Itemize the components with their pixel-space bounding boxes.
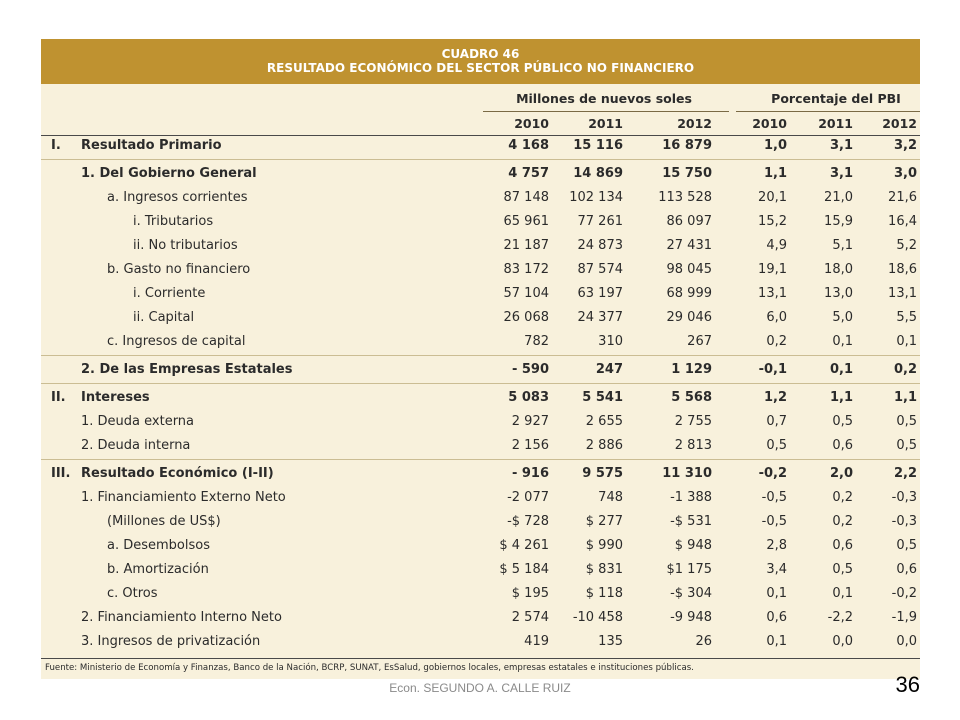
row-value: 2 156 xyxy=(511,438,549,453)
row-value: 102 134 xyxy=(569,190,623,205)
table-row xyxy=(41,535,920,557)
row-value: 3,4 xyxy=(766,562,787,577)
row-value: 782 xyxy=(524,334,549,349)
row-value: 1,1 xyxy=(763,166,787,181)
row-value: 5,2 xyxy=(896,238,917,253)
row-value: 0,6 xyxy=(832,438,853,453)
row-value: 15,2 xyxy=(758,214,787,229)
row-value: $ 118 xyxy=(585,586,623,601)
row-value: 2,0 xyxy=(829,466,853,481)
row-value: 0,5 xyxy=(896,438,917,453)
section-separator xyxy=(41,159,920,160)
row-value: 0,0 xyxy=(896,634,917,649)
row-value: 5 083 xyxy=(508,390,549,405)
row-value: 1,1 xyxy=(893,390,917,405)
row-value: 26 068 xyxy=(503,310,549,325)
row-label: i. Tributarios xyxy=(133,214,214,229)
row-value: -$ 304 xyxy=(670,586,712,601)
row-value: 1,1 xyxy=(829,390,853,405)
table-title: RESULTADO ECONÓMICO DEL SECTOR PÚBLICO NO FINANCIERO xyxy=(266,61,695,75)
row-value: 0,1 xyxy=(832,586,853,601)
row-value: 2 755 xyxy=(674,414,712,429)
row-value: 83 172 xyxy=(503,262,549,277)
row-value: 5 541 xyxy=(582,390,623,405)
table-panel xyxy=(41,39,920,679)
row-value: 13,1 xyxy=(758,286,787,301)
table-row xyxy=(41,387,920,409)
row-label: 2. De las Empresas Estatales xyxy=(81,362,293,377)
row-label: (Millones de US$) xyxy=(107,514,221,529)
row-value: 5,0 xyxy=(832,310,853,325)
table-row xyxy=(41,307,920,329)
row-value: -1 388 xyxy=(670,490,712,505)
row-value: -1,9 xyxy=(891,610,917,625)
row-label: ii. Capital xyxy=(133,310,195,325)
slide-page-number: 36 xyxy=(895,672,920,697)
row-value: -0,1 xyxy=(758,362,787,377)
table-row xyxy=(41,163,920,185)
row-value: 0,5 xyxy=(896,538,917,553)
table-row xyxy=(41,511,920,533)
row-label: c. Otros xyxy=(107,586,158,601)
row-value: -0,5 xyxy=(761,490,787,505)
row-value: 4 757 xyxy=(508,166,549,181)
row-value: 0,7 xyxy=(766,414,787,429)
row-value: 2,8 xyxy=(766,538,787,553)
row-value: -0,2 xyxy=(891,586,917,601)
row-label: 1. Del Gobierno General xyxy=(81,166,257,181)
row-value: $ 5 184 xyxy=(499,562,549,577)
row-value: $ 4 261 xyxy=(499,538,549,553)
row-value: 26 xyxy=(695,634,712,649)
row-value: -2,2 xyxy=(827,610,853,625)
row-value: 2 813 xyxy=(674,438,712,453)
row-value: 18,6 xyxy=(888,262,917,277)
row-value: 5,1 xyxy=(832,238,853,253)
row-value: 0,1 xyxy=(896,334,917,349)
row-value: 4 168 xyxy=(508,138,549,153)
row-value: $ 990 xyxy=(585,538,623,553)
row-value: 24 873 xyxy=(577,238,623,253)
row-value: 14 869 xyxy=(573,166,623,181)
table-title-band xyxy=(41,39,920,84)
row-value: $ 195 xyxy=(511,586,549,601)
section-separator xyxy=(41,383,920,384)
row-value: 0,5 xyxy=(896,414,917,429)
year-header: 2012 xyxy=(882,116,917,131)
table-row xyxy=(41,463,920,485)
row-label: Resultado Económico (I-II) xyxy=(81,466,274,481)
table-source-note: Fuente: Ministerio de Economía y Finanzas, Banco de la Nación, BCRP, SUNAT, EsSalud, gobiernos locales, empresas estatales e instituciones públicas. xyxy=(45,663,694,673)
row-value: 0,5 xyxy=(766,438,787,453)
row-value: $ 831 xyxy=(585,562,623,577)
row-value: 2 574 xyxy=(511,610,549,625)
table-row xyxy=(41,435,920,457)
table-row xyxy=(41,607,920,629)
group-underline-millones xyxy=(483,111,729,112)
row-value: 20,1 xyxy=(758,190,787,205)
table-row xyxy=(41,187,920,209)
row-value: 0,2 xyxy=(893,362,917,377)
row-value: -0,5 xyxy=(761,514,787,529)
footer-rule xyxy=(41,658,920,659)
row-value: 87 574 xyxy=(577,262,623,277)
row-value: 27 431 xyxy=(666,238,712,253)
row-value: 113 528 xyxy=(658,190,712,205)
row-label: 2. Deuda interna xyxy=(81,438,191,453)
row-value: 16,4 xyxy=(888,214,917,229)
row-value: 63 197 xyxy=(577,286,623,301)
table-row xyxy=(41,235,920,257)
row-label: b. Gasto no financiero xyxy=(107,262,251,277)
row-value: 15 750 xyxy=(662,166,712,181)
row-value: 5 568 xyxy=(671,390,712,405)
row-value: 0,0 xyxy=(832,634,853,649)
slide-footer-author: Econ. SEGUNDO A. CALLE RUIZ xyxy=(389,681,571,695)
row-value: 24 377 xyxy=(577,310,623,325)
row-value: -$ 531 xyxy=(670,514,712,529)
section-separator xyxy=(41,459,920,460)
row-label: a. Ingresos corrientes xyxy=(107,190,248,205)
row-value: 310 xyxy=(598,334,623,349)
row-value: 0,5 xyxy=(832,414,853,429)
row-value: 1 129 xyxy=(671,362,712,377)
row-value: 0,6 xyxy=(766,610,787,625)
row-value: 0,5 xyxy=(832,562,853,577)
table-row xyxy=(41,259,920,281)
row-value: -0,3 xyxy=(891,514,917,529)
row-value: 68 999 xyxy=(666,286,712,301)
table-row xyxy=(41,559,920,581)
row-label: Intereses xyxy=(81,390,150,405)
row-value: 11 310 xyxy=(662,466,712,481)
row-value: 19,1 xyxy=(758,262,787,277)
row-value: 29 046 xyxy=(666,310,712,325)
year-header: 2012 xyxy=(677,116,712,131)
table-row xyxy=(41,487,920,509)
table-number: CUADRO 46 xyxy=(441,47,520,61)
row-label: ii. No tributarios xyxy=(133,238,238,253)
row-value: 0,2 xyxy=(766,334,787,349)
row-value: 21,6 xyxy=(888,190,917,205)
row-value: 13,1 xyxy=(888,286,917,301)
row-value: 77 261 xyxy=(577,214,623,229)
row-value: 4,9 xyxy=(766,238,787,253)
row-label: 1. Deuda externa xyxy=(81,414,195,429)
row-value: 21 187 xyxy=(503,238,549,253)
row-value: $ 277 xyxy=(585,514,623,529)
table-row xyxy=(41,135,920,157)
row-value: 2 655 xyxy=(585,414,623,429)
group-underline-porcentaje xyxy=(736,111,920,112)
row-value: 0,2 xyxy=(832,514,853,529)
table-row xyxy=(41,283,920,305)
year-header: 2010 xyxy=(752,116,787,131)
row-value: $1 175 xyxy=(666,562,712,577)
row-label: i. Corriente xyxy=(133,286,206,301)
row-value: -10 458 xyxy=(572,610,623,625)
row-value: 0,2 xyxy=(832,490,853,505)
row-value: - 590 xyxy=(511,362,549,377)
row-value: 21,0 xyxy=(824,190,853,205)
row-value: -2 077 xyxy=(507,490,549,505)
row-value: -$ 728 xyxy=(507,514,549,529)
row-value: 98 045 xyxy=(666,262,712,277)
table-row xyxy=(41,359,920,381)
row-label: Resultado Primario xyxy=(81,138,222,153)
row-value: 2,2 xyxy=(893,466,917,481)
row-section-number: III. xyxy=(51,466,71,481)
section-separator xyxy=(41,355,920,356)
row-value: 267 xyxy=(687,334,712,349)
row-value: 57 104 xyxy=(503,286,549,301)
group-header-porcentaje: Porcentaje del PBI xyxy=(771,91,901,106)
row-value: 16 879 xyxy=(662,138,712,153)
row-value: 3,1 xyxy=(829,138,853,153)
year-header: 2010 xyxy=(514,116,549,131)
row-value: -9 948 xyxy=(670,610,712,625)
row-value: 3,2 xyxy=(893,138,917,153)
table-row xyxy=(41,211,920,233)
row-value: $ 948 xyxy=(674,538,712,553)
row-value: 1,0 xyxy=(763,138,787,153)
row-value: 0,6 xyxy=(832,538,853,553)
row-value: 2 927 xyxy=(511,414,549,429)
row-value: -0,3 xyxy=(891,490,917,505)
row-value: 15 116 xyxy=(573,138,623,153)
row-value: 135 xyxy=(598,634,623,649)
table-row xyxy=(41,331,920,353)
row-value: -0,2 xyxy=(758,466,787,481)
row-value: - 916 xyxy=(511,466,549,481)
row-value: 5,5 xyxy=(896,310,917,325)
row-label: a. Desembolsos xyxy=(107,538,210,553)
row-value: 0,1 xyxy=(832,334,853,349)
row-value: 2 886 xyxy=(585,438,623,453)
table-row xyxy=(41,631,920,653)
row-value: 0,1 xyxy=(829,362,853,377)
row-value: 0,6 xyxy=(896,562,917,577)
table-row xyxy=(41,583,920,605)
row-value: 18,0 xyxy=(824,262,853,277)
row-label: b. Amortización xyxy=(107,562,209,577)
row-value: 86 097 xyxy=(666,214,712,229)
row-value: 419 xyxy=(524,634,549,649)
row-label: c. Ingresos de capital xyxy=(107,334,246,349)
year-header: 2011 xyxy=(588,116,623,131)
row-section-number: I. xyxy=(51,138,61,153)
row-value: 748 xyxy=(598,490,623,505)
row-label: 3. Ingresos de privatización xyxy=(81,634,261,649)
table-row xyxy=(41,411,920,433)
row-value: 3,0 xyxy=(893,166,917,181)
row-label: 1. Financiamiento Externo Neto xyxy=(81,490,286,505)
row-value: 9 575 xyxy=(582,466,623,481)
row-value: 6,0 xyxy=(766,310,787,325)
row-value: 13,0 xyxy=(824,286,853,301)
row-value: 65 961 xyxy=(503,214,549,229)
row-label: 2. Financiamiento Interno Neto xyxy=(81,610,282,625)
row-value: 3,1 xyxy=(829,166,853,181)
row-section-number: II. xyxy=(51,390,66,405)
group-header-millones: Millones de nuevos soles xyxy=(516,91,692,106)
row-value: 247 xyxy=(595,362,623,377)
year-header: 2011 xyxy=(818,116,853,131)
row-value: 87 148 xyxy=(503,190,549,205)
row-value: 0,1 xyxy=(766,586,787,601)
row-value: 0,1 xyxy=(766,634,787,649)
row-value: 1,2 xyxy=(763,390,787,405)
row-value: 15,9 xyxy=(824,214,853,229)
